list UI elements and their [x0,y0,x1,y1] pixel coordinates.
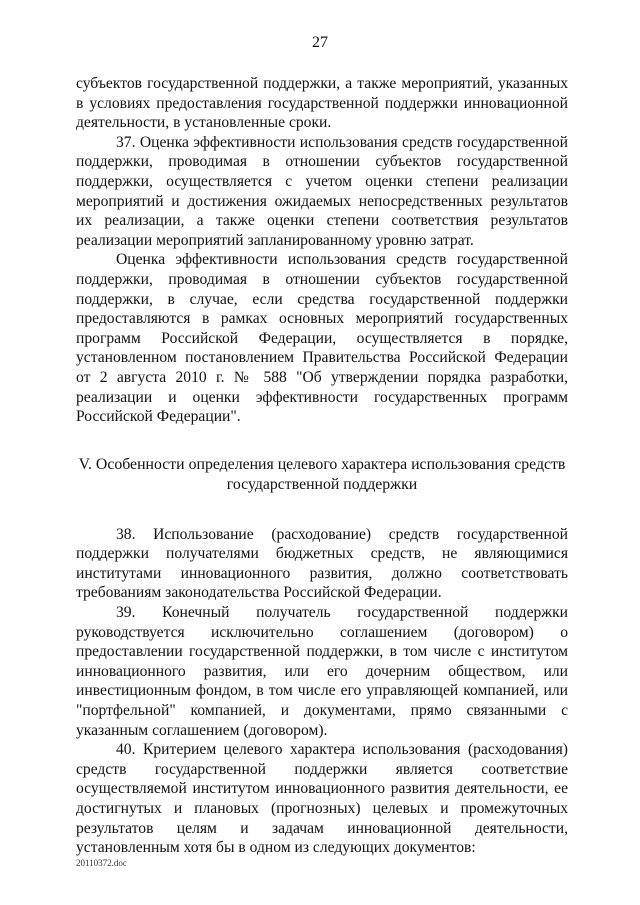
document-body [76,74,568,858]
paragraph-continuation: субъектов государственной поддержки, а также мероприятий, указанных в условиях предоставления государственной поддержки инновационной деятельности, в установленные сроки. [76,75,568,132]
section-heading-line-1: V. Особенности определения целевого характера использования средств [78,455,566,473]
section-heading-line-2: государственной поддержки [226,475,418,493]
section-heading [76,455,568,495]
paragraph-40: 40. Критерием целевого характера использования (расходования) средств государственной поддержки является соответствие осуществляемой институтом инновационного развития деятельности, ее достигнутых и плановых (прогнозных) целевых и промежуточных результатов целям и задачам инновационной деятельности, установленным хотя бы в одном из следующих документов: [76,741,568,857]
page-number: 27 [312,34,328,51]
paragraph-37-evaluation: Оценка эффективности использования средств государственной поддержки, проводимая в отношении субъектов государственной поддержки, в случае, если средства государственной поддержки предоставляются в рамках основных мероприятий государственных программ Российской Федерации, осуществляется в порядке, установленном постановлением Правительства Российской Федерации от 2 августа 2010 г. № 588 "Об утверждении порядка разработки, реализации и оценки эффективности государственных программ Российской Федерации". [76,251,568,426]
paragraph-38: 38. Использование (расходование) средств государственной поддержки получателями бюджетных средств, не являющимися институтами инновационного развития, должно соответствовать требованиям законодательства Российской Федерации. [76,525,568,602]
footer-file-code: 20110372.doc [76,858,127,868]
paragraph-37: 37. Оценка эффективности использования средств государственной поддержки, проводимая в отношении субъектов государственной поддержки, осуществляется с учетом оценки степени реализации мероприятий и достижения ожидаемых непосредственных результатов их реализации, а также оценки степени соответствия результатов реализации мероприятий запланированному уровню затрат. [76,133,568,249]
paragraph-39: 39. Конечный получатель государственной поддержки руководствуется исключительно соглашением (договором) о предоставлении государственной поддержки, в том числе с институтом инновационного развития, или его дочерним обществом, или инвестиционным фондом, в том числе его управляющей компанией, или "портфельной" компанией, и документами, прямо связанными с указанным соглашением (договором). [76,604,568,739]
